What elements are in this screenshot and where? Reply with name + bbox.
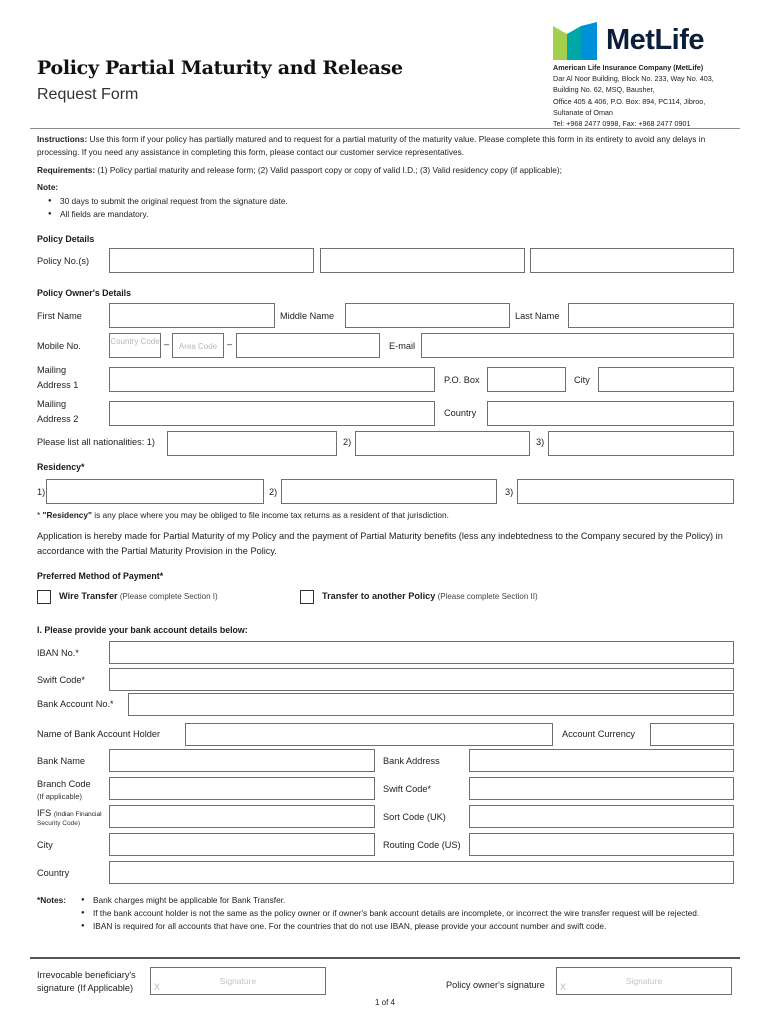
dash-separator: – [227, 339, 233, 349]
page-title: Policy Partial Maturity and Release [37, 57, 403, 79]
company-name: American Life Insurance Company (MetLife) [553, 63, 704, 72]
middle-name-label: Middle Name [280, 311, 335, 321]
policy-no-field-1[interactable] [109, 248, 314, 273]
page-number: 1 of 4 [374, 998, 395, 1007]
address-line: Building No. 62, MSQ, Bausher, [553, 85, 655, 95]
note-item: ● All fields are mandatory. [48, 208, 288, 221]
email-label: E-mail [389, 341, 416, 351]
first-name-label: First Name [37, 311, 82, 321]
note-item: ● 30 days to submit the original request from the signature date. [48, 195, 288, 208]
routing-code-field[interactable] [469, 833, 734, 856]
page-subtitle: Request Form [37, 86, 139, 103]
owner-details-heading: Policy Owner's Details [37, 288, 132, 298]
ifs-note-2: Security Code) [37, 820, 80, 827]
swift-code-label: Swift Code* [37, 675, 86, 685]
bank-address-label: Bank Address [383, 756, 440, 766]
country-label: Country [444, 408, 477, 418]
account-holder-field[interactable] [185, 723, 553, 746]
branch-code-note: (If applicable) [37, 792, 83, 801]
branch-code-label: Branch Code [37, 779, 91, 789]
country-code-placeholder: Country Code [110, 337, 160, 346]
footnote-term: "Residency" [42, 510, 92, 520]
policy-no-field-3[interactable] [530, 248, 734, 273]
ifs-note-1: (Indian Financial [53, 811, 102, 818]
header-divider [30, 128, 740, 129]
signature-placeholder: Signature [625, 976, 663, 986]
wire-transfer-checkbox[interactable] [37, 590, 51, 604]
instructions-label: Instructions: [37, 134, 88, 144]
policy-details-heading: Policy Details [37, 234, 95, 244]
note-label: Note: [37, 182, 59, 192]
ifs-code-label: IFS [37, 808, 52, 818]
mobile-label: Mobile No. [37, 341, 81, 351]
wire-transfer-label: Wire Transfer [59, 591, 118, 601]
last-name-label: Last Name [515, 311, 560, 321]
bank-country-field[interactable] [109, 861, 734, 884]
mailing-address-1-label-2: Address 1 [37, 380, 79, 390]
dash-separator: – [164, 339, 170, 349]
account-holder-label: Name of Bank Account Holder [37, 729, 161, 739]
company-address [553, 62, 763, 129]
iban-field[interactable] [109, 641, 734, 664]
footnote-star: * [37, 510, 43, 520]
bank-address-field[interactable] [469, 749, 734, 772]
application-statement: Application is hereby made for Partial Maturity of my Policy and the payment of Partial Maturity benefits (less any indebtedness to the Company secured by the Policy) in accordance with the Partial Maturity Provision in the Policy. [37, 531, 723, 556]
beneficiary-signature-label-2: signature (If Applicable) [37, 983, 134, 993]
bank-city-field[interactable] [109, 833, 375, 856]
residency-1-label: 1) [37, 487, 46, 497]
bank-name-field[interactable] [109, 749, 375, 772]
mailing-address-2-label-2: Address 2 [37, 414, 79, 424]
country-code-field[interactable] [109, 333, 161, 358]
residency-3-label: 3) [505, 487, 514, 497]
logo-wordmark: MetLife [606, 24, 704, 56]
sort-code-label: Sort Code (UK) [383, 812, 446, 822]
beneficiary-signature-label: Irrevocable beneficiary's [37, 970, 136, 980]
account-currency-field[interactable] [650, 723, 734, 746]
mailing-address-2-field[interactable] [109, 401, 435, 426]
po-box-label: P.O. Box [444, 375, 480, 385]
signature-divider [30, 957, 740, 959]
ifs-field[interactable] [109, 805, 375, 828]
middle-name-field[interactable] [345, 303, 510, 328]
nationality-2-label: 2) [343, 437, 352, 447]
address-line: Sultanate of Oman [553, 107, 613, 117]
signature-x-mark: X [560, 982, 567, 992]
account-currency-label: Account Currency [562, 729, 636, 739]
swift-code-2-field[interactable] [469, 777, 734, 800]
first-name-field[interactable] [109, 303, 275, 328]
bank-country-label: Country [37, 868, 70, 878]
residency-footnote [37, 509, 449, 522]
mobile-number-field[interactable] [236, 333, 380, 358]
mailing-address-1-field[interactable] [109, 367, 435, 392]
swift-code-field[interactable] [109, 668, 734, 691]
account-no-field[interactable] [128, 693, 734, 716]
beneficiary-signature-field[interactable] [150, 967, 326, 995]
residency-2-label: 2) [269, 487, 278, 497]
account-no-label: Bank Account No.* [37, 699, 114, 709]
address-line: Dar Al Noor Building, Block No. 233, Way No. 403, [553, 74, 714, 84]
owner-signature-label: Policy owner's signature [446, 980, 545, 990]
iban-label: IBAN No.* [37, 648, 79, 658]
po-box-field[interactable] [487, 367, 566, 392]
branch-code-field[interactable] [109, 777, 375, 800]
metlife-logo-mark-icon [553, 22, 603, 60]
residency-heading: Residency* [37, 462, 85, 472]
bank-note-item: ● Bank charges might be applicable for Bank Transfer. [81, 894, 736, 907]
requirements-text: (1) Policy partial maturity and release form; (2) Valid passport copy or copy of valid I.D.; (3) Valid residency copy (if applicable); [95, 165, 562, 175]
bank-name-label: Bank Name [37, 756, 86, 766]
city-field[interactable] [598, 367, 734, 392]
mailing-address-2-label: Mailing [37, 399, 67, 409]
bank-note-item: ● IBAN is required for all accounts that have one. For the countries that do not use IBAN, please provide your account number and swift code. [81, 920, 736, 933]
nationality-3-label: 3) [536, 437, 545, 447]
transfer-policy-note: (Please complete Section II) [435, 592, 538, 601]
signature-x-mark: X [154, 982, 161, 992]
requirements [37, 164, 737, 177]
bank-notes-list [81, 894, 736, 933]
mailing-address-1-label: Mailing [37, 365, 67, 375]
footnote-text: is any place where you may be obliged to file income tax returns as a resident of that jurisdiction. [91, 510, 449, 520]
bank-city-label: City [37, 840, 53, 850]
address-line: Office 405 & 406, P.O. Box: 894, PC114, Jibroo, [553, 96, 706, 106]
policy-no-label: Policy No.(s) [37, 256, 90, 266]
requirements-label: Requirements: [37, 165, 96, 175]
payment-method-heading: Preferred Method of Payment* [37, 571, 164, 581]
bank-note-item: ● If the bank account holder is not the same as the policy owner or if owner's bank account details are incomplete, or incorrect the wire transfer request will be rejected. [81, 907, 736, 920]
transfer-policy-checkbox[interactable] [300, 590, 314, 604]
instructions-text: Use this form if your policy has partially matured and to request for a partial maturity of the maturity value. Please complete this form in its entirety to avoid any delays in processing. If you need any assistance in completing this form, please contact our customer service representatives. [37, 134, 706, 157]
policy-no-field-2[interactable] [320, 248, 525, 273]
email-field[interactable] [421, 333, 734, 358]
residency-field-1[interactable] [46, 479, 264, 504]
bank-details-heading: I. Please provide your bank account details below: [37, 625, 248, 635]
transfer-policy-label: Transfer to another Policy [322, 591, 436, 601]
residency-field-2[interactable] [281, 479, 497, 504]
area-code-field[interactable] [172, 333, 224, 358]
nationality-field-1[interactable] [167, 431, 337, 456]
notes-list [48, 195, 288, 221]
sort-code-field[interactable] [469, 805, 734, 828]
swift-code-2-label: Swift Code* [383, 784, 432, 794]
routing-code-label: Routing Code (US) [383, 840, 461, 850]
signature-placeholder: Signature [219, 976, 257, 986]
area-code-placeholder: Area Code [178, 342, 218, 351]
nationalities-label: Please list all nationalities: 1) [37, 437, 155, 447]
metlife-logo [553, 22, 735, 60]
last-name-field[interactable] [568, 303, 734, 328]
ifs-label [37, 808, 102, 818]
country-field[interactable] [487, 401, 734, 426]
owner-signature-field[interactable] [556, 967, 732, 995]
contact-line: Tel: +968 2477 0998, Fax: +968 2477 0901 [553, 119, 691, 129]
nationality-field-3[interactable] [548, 431, 734, 456]
transfer-policy-option [322, 591, 538, 601]
city-label: City [574, 375, 590, 385]
instructions [37, 133, 737, 159]
residency-field-3[interactable] [517, 479, 734, 504]
wire-transfer-note: (Please complete Section I) [117, 592, 218, 601]
nationality-field-2[interactable] [355, 431, 530, 456]
notes-label: *Notes: [37, 895, 67, 905]
wire-transfer-option [59, 591, 218, 601]
